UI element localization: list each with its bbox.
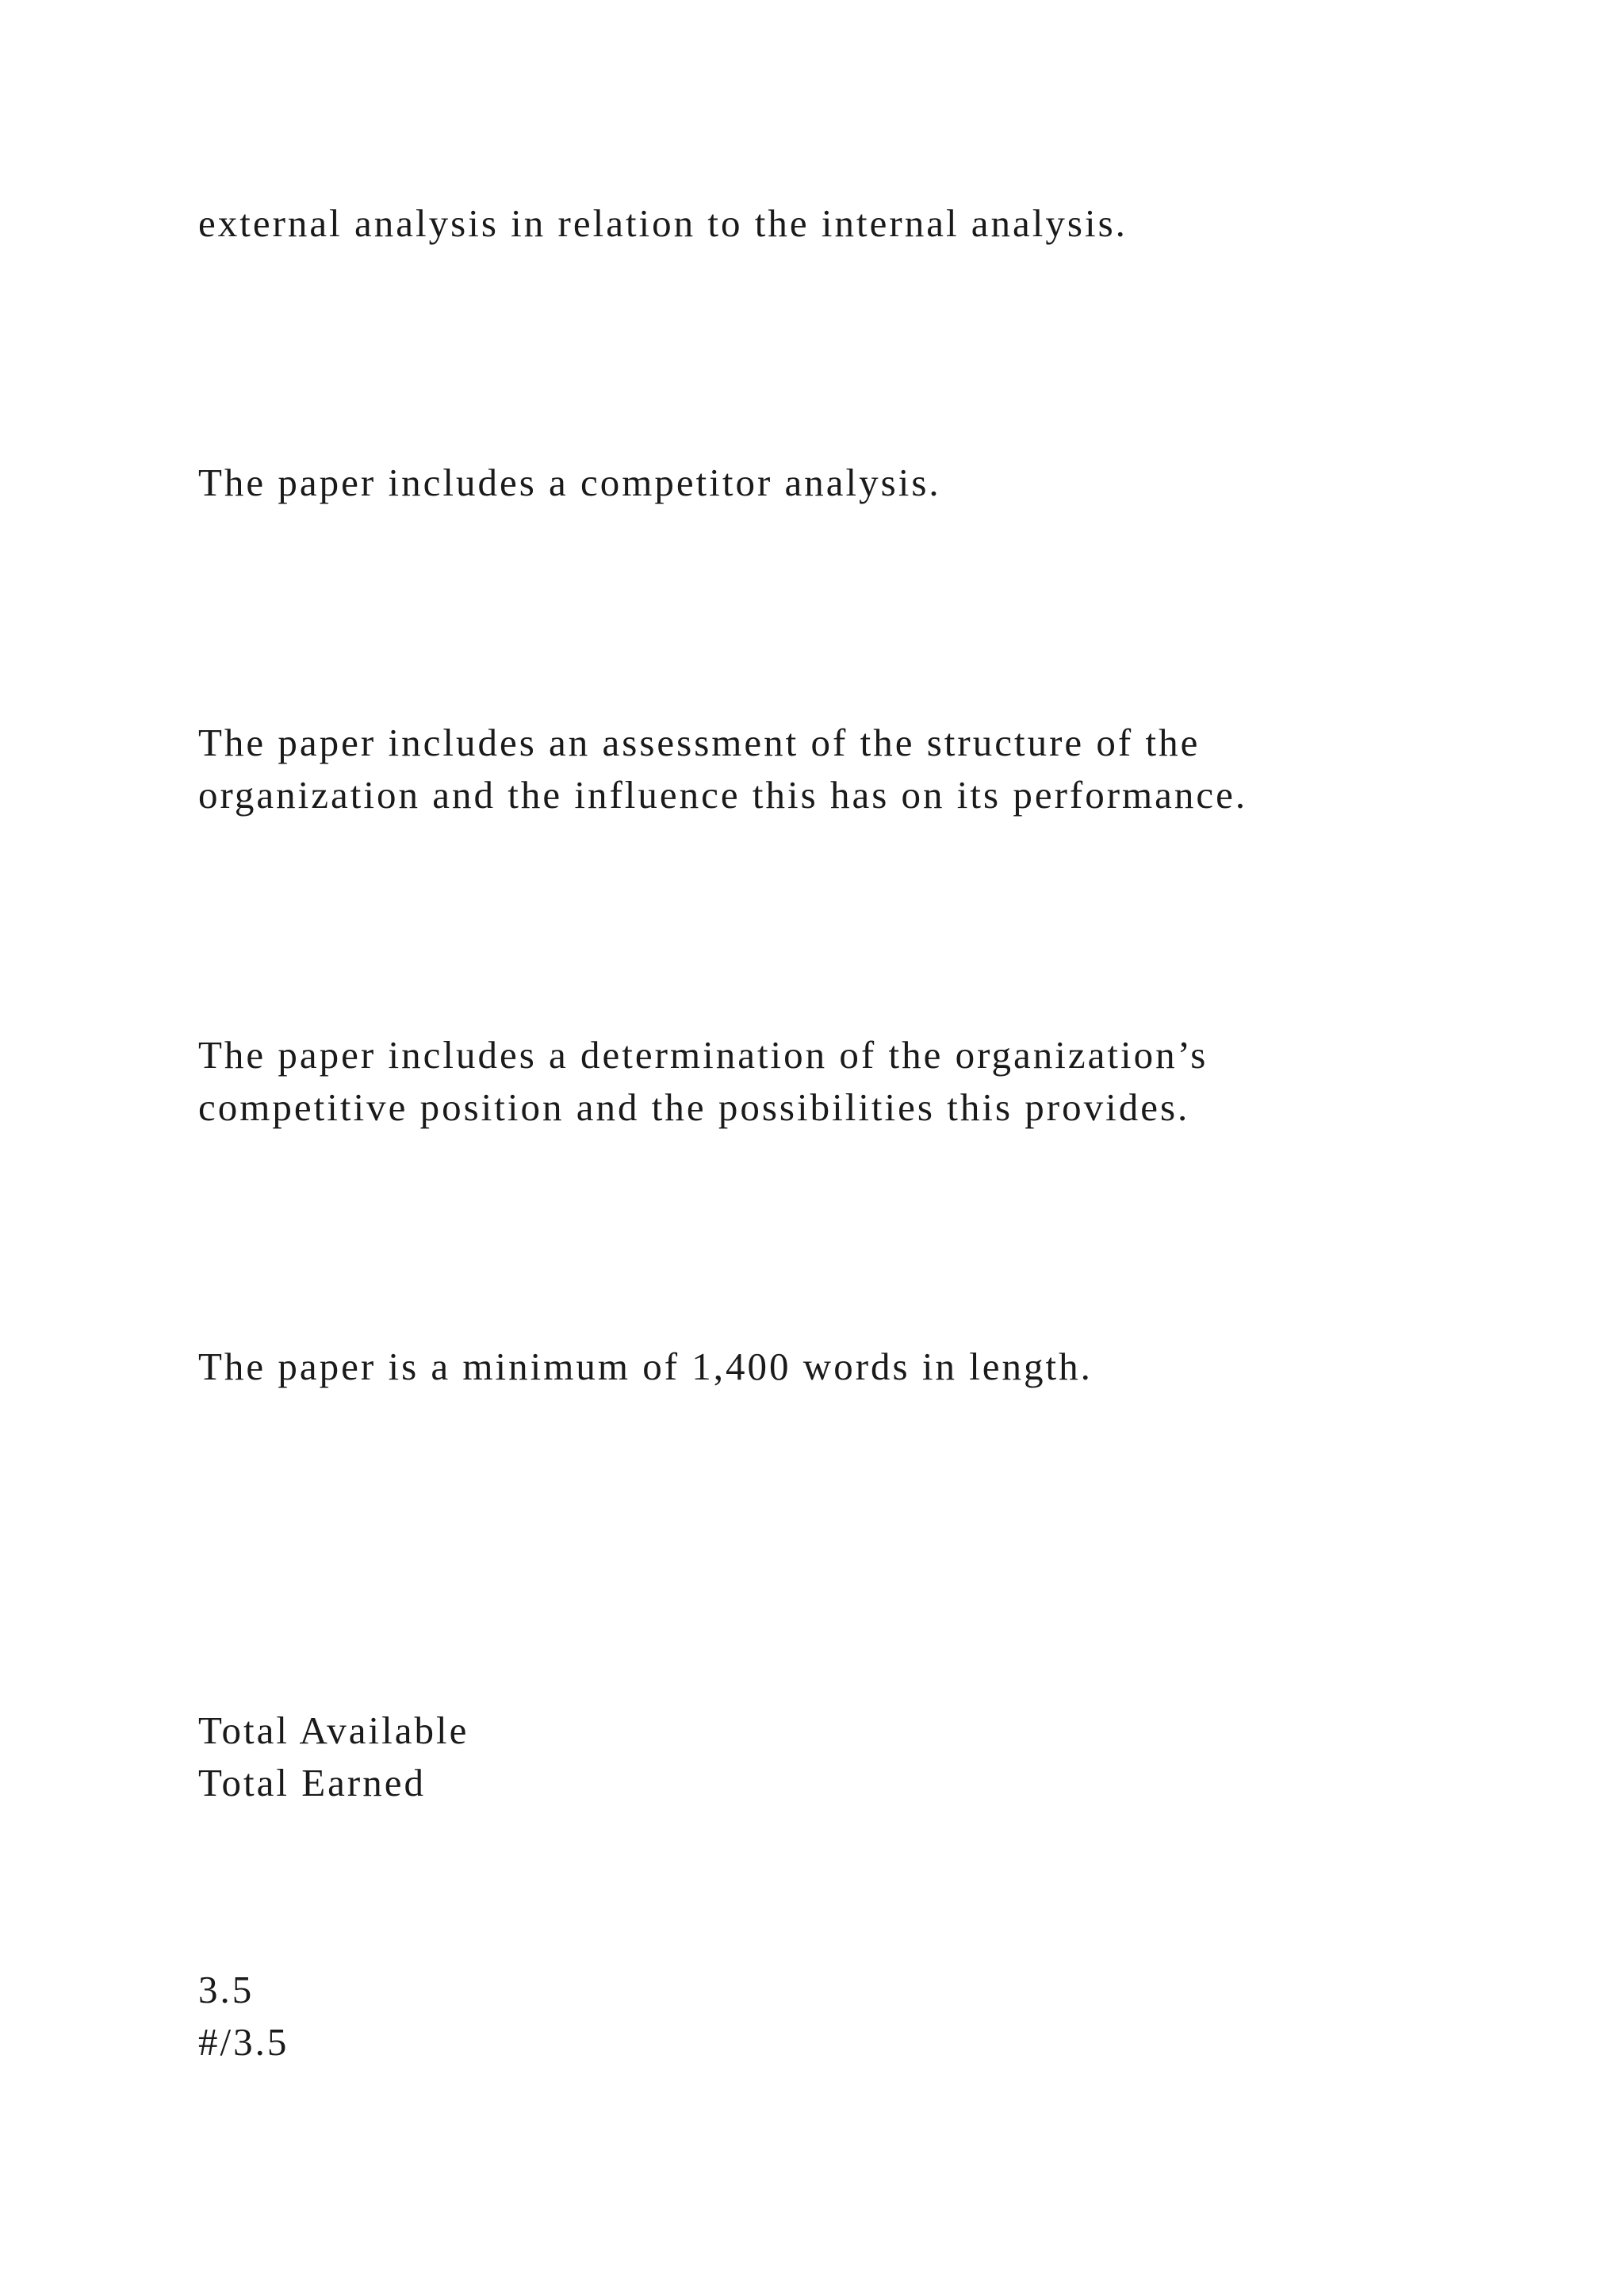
total-earned-value: #/3.5 [198,2020,289,2064]
rubric-line: organization and the influence this has on its performance. [198,773,1248,817]
total-available-label: Total Available [198,1709,469,1752]
rubric-line: The paper is a minimum of 1,400 words in length. [198,1345,1093,1388]
rubric-line: The paper includes a competitor analysis. [198,461,941,504]
total-earned-label: Total Earned [198,1761,426,1804]
rubric-line: external analysis in relation to the internal analysis. [198,201,1128,245]
rubric-line: The paper includes a determination of the organization’s [198,1033,1208,1077]
rubric-line: The paper includes an assessment of the structure of the [198,721,1201,764]
total-available-value: 3.5 [198,1968,255,2011]
rubric-line: competitive position and the possibilities this provides. [198,1085,1190,1129]
